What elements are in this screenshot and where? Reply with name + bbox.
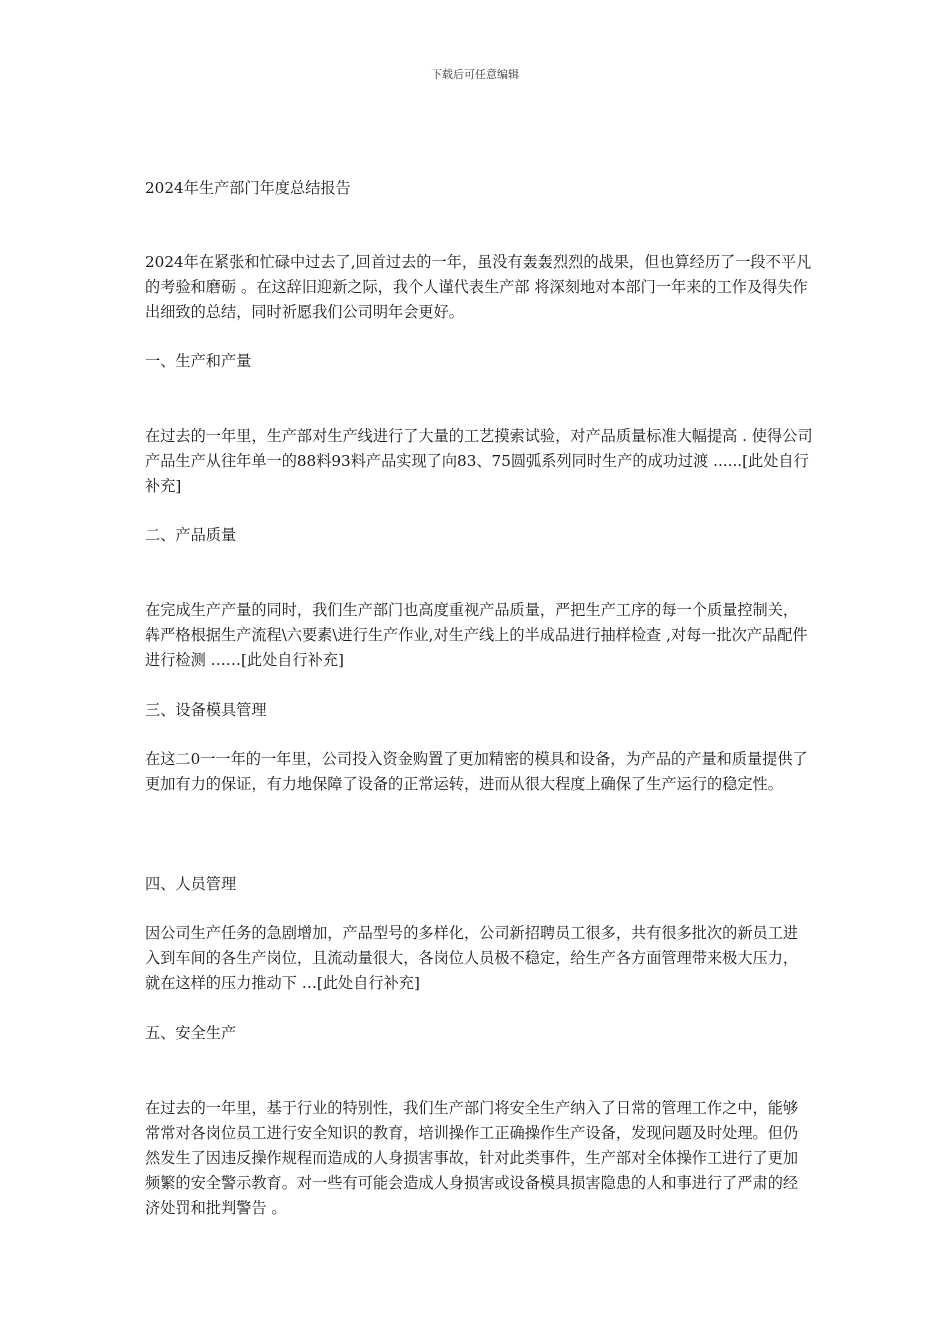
section-body-production: 在过去的一年里，生产部对生产线进行了大量的工艺摸索试验，对产品质量标准大幅提高 . 使得公司产品生产从往年单一的88料93料产品实现了向83、75圆弧系列同时生产的成功过渡 ......[此处自行补充] [145,427,813,495]
intro-paragraph: 2024年在紧张和忙碌中过去了,回首过去的一年，虽没有轰轰烈烈的战果，但也算经历了一段不平凡的考验和磨砺 。在这辞旧迎新之际，我个人谨代表生产部 将深刻地对本部门一年来的工作及得失作出细致的总结，同时祈愿我们公司明年会更好。 [145,253,812,321]
section-body-equipment: 在这二0一一年的一年里，公司投入资金购置了更加精密的模具和设备，为产品的产量和质量提供了更加有力的保证，有力地保障了设备的正常运转，进而从很大程度上确保了生产运行的稳定性。 [145,750,808,793]
section-heading-personnel: 四、人员管理 [145,875,237,893]
document-title: 2024年生产部门年度总结报告 [145,179,351,197]
section-heading-equipment: 三、设备模具管理 [145,701,267,719]
section-body-quality: 在完成生产产量的同时，我们生产部门也高度重视产品质量，严把生产工序的每一个质量控制关，犇严格根据生产流程\六要素\进行生产作业,对生产线上的半成品进行抽样检查 ,对每一批次产品配件进行检测 ……[此处自行补充] [145,601,808,669]
section-heading-safety: 五、安全生产 [145,1024,237,1042]
section-body-safety: 在过去的一年里，基于行业的特别性，我们生产部门将安全生产纳入了日常的管理工作之中，能够常常对各岗位员工进行安全知识的教育，培训操作工正确操作生产设备，发现问题及时处理。但仍然发生了因违反操作规程而造成的人身损害事故，针对此类事件，生产部对全体操作工进行了更加频繁的安全警示教育。对一些有可能会造成人身损害或设备模具损害隐患的人和事进行了严肃的经济处罚和批判警告 。 [145,1099,799,1217]
section-heading-production: 一、生产和产量 [145,352,252,370]
section-heading-quality: 二、产品质量 [145,526,237,544]
section-body-personnel: 因公司生产任务的急剧增加，产品型号的多样化，公司新招聘员工很多，共有很多批次的新员工进入到车间的各生产岗位，且流动量很大，各岗位人员极不稳定，给生产各方面管理带来极大压力，就在这样的压力推动下 …[此处自行补充] [145,924,799,992]
page-header-note: 下载后可任意编辑 [431,68,519,81]
